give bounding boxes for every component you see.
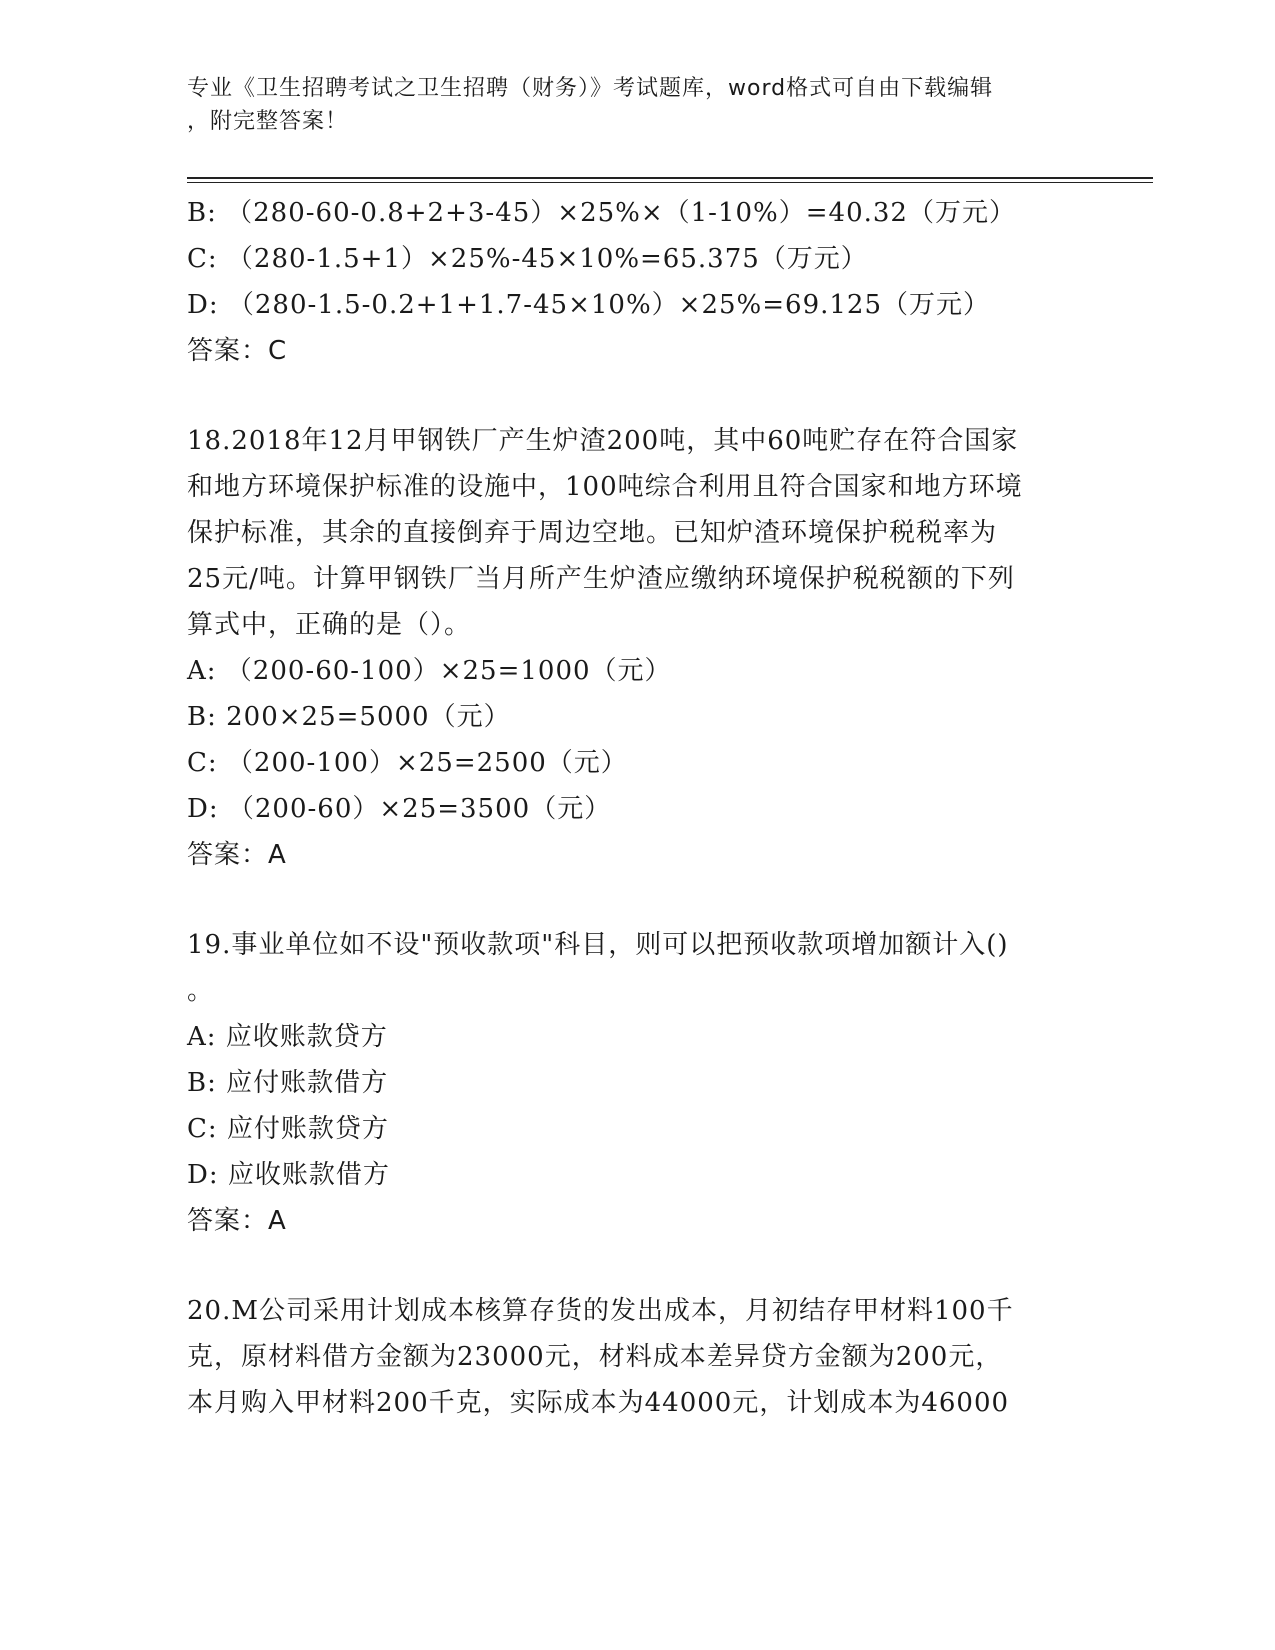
question-text-line: 算式中，正确的是（）。 [187,610,472,640]
question-text-line: 。 [187,976,215,1006]
answer: 答案：C [187,336,288,366]
question-18 [187,418,1087,878]
answer: 答案：A [187,840,287,870]
question-text-line: 保护标准，其余的直接倒弃于周边空地。已知炉渣环境保护税税率为 [187,518,998,548]
question-text-line: 本月购入甲材料200千克，实际成本为44000元，计划成本为46000 [187,1388,1010,1418]
answer: 答案：A [187,1206,287,1236]
header-line-1: 专业《卫生招聘考试之卫生招聘（财务）》考试题库，word格式可自由下载编辑 [187,76,994,101]
question-20 [187,1288,1087,1426]
question-text-line: 克，原材料借方金额为23000元，材料成本差异贷方金额为200元， [187,1342,1003,1372]
option-a: A: （200-60-100）×25=1000（元） [187,656,672,686]
question-text-line: 19.事业单位如不设"预收款项"科目，则可以把预收款项增加额计入() [187,930,1009,960]
header-line-2: ，附完整答案！ [187,109,349,134]
question-content [187,190,1087,1426]
question-text-line: 20.M公司采用计划成本核算存货的发出成本，月初结存甲材料100千 [187,1296,1014,1326]
option-c: C: （200-100）×25=2500（元） [187,748,628,778]
question-17 [187,190,1087,374]
option-b: B: 200×25=5000（元） [187,702,511,732]
option-b: B: （280-60-0.8+2+3-45）×25%×（1-10%）=40.32（万元） [187,198,1016,228]
question-text-line: 和地方环境保护标准的设施中，100吨综合利用且符合国家和地方环境 [187,472,1023,502]
header-divider-thin [187,182,1153,183]
question-text-line: 18.2018年12月甲钢铁厂产生炉渣200吨，其中60吨贮存在符合国家 [187,426,1019,456]
option-b: B: 应付账款借方 [187,1068,389,1098]
option-c: C: （280-1.5+1）×25%-45×10%=65.375（万元） [187,244,868,274]
option-c: C: 应付账款贷方 [187,1114,389,1144]
option-a: A: 应收账款贷方 [187,1022,388,1052]
option-d: D: （280-1.5-0.2+1+1.7-45×10%）×25%=69.125（万元） [187,290,991,320]
option-d: D: 应收账款借方 [187,1160,390,1190]
question-text-line: 25元/吨。计算甲钢铁厂当月所产生炉渣应缴纳环境保护税税额的下列 [187,564,1015,594]
question-19 [187,922,1087,1244]
document-header [187,72,1087,138]
header-divider-thick [187,177,1153,179]
option-d: D: （200-60）×25=3500（元） [187,794,612,824]
